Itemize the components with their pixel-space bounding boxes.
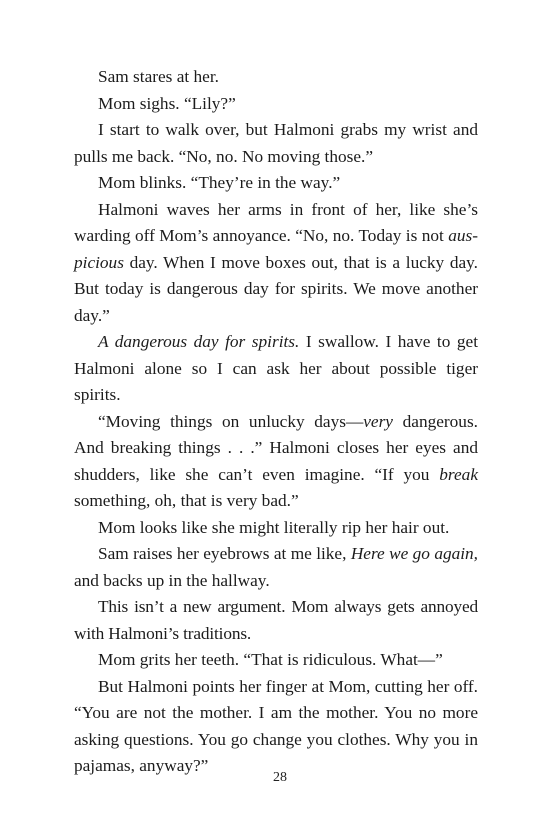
paragraph [74, 515, 478, 542]
italic-text-run: A dangerous day for spirits. [98, 332, 300, 351]
book-page-text [74, 64, 478, 780]
text-run: Mom sighs. “Lily?” [98, 93, 236, 113]
text-run: Sam raises her eyebrows at me like, [98, 544, 351, 563]
text-run: Mom looks like she might literally rip her hair out. [98, 517, 450, 537]
text-run: something, oh, that is very bad.” [74, 491, 299, 510]
paragraph [74, 170, 478, 197]
paragraph [74, 64, 478, 91]
text-run: Mom grits her teeth. “That is ridiculous. What—” [98, 650, 443, 669]
paragraph [74, 409, 478, 515]
text-run: I start to walk over, but Halmoni grabs my wrist and pulls me back. “No, no. No moving those.” [74, 120, 478, 166]
paragraph [74, 594, 478, 647]
italic-text-run: Here we go again, [350, 544, 479, 563]
paragraph [74, 197, 478, 330]
paragraph [74, 541, 478, 594]
italic-text-run: auspicious [74, 226, 478, 272]
paragraph [74, 91, 478, 118]
text-run: Mom blinks. “They’re in the way.” [98, 173, 341, 192]
paragraph [74, 117, 478, 170]
paragraph [74, 674, 478, 780]
paragraph [74, 647, 478, 674]
italic-text-run: very [363, 411, 393, 431]
text-run: Sam stares at her. [98, 67, 219, 86]
text-run: and backs up in the hallway. [74, 570, 270, 590]
page-number: 28 [273, 770, 287, 785]
text-run: day. When I move boxes out, that is a lucky day. But today is dangerous day for spirits. We move another day.” [74, 252, 478, 325]
italic-text-run: break [439, 464, 478, 484]
paragraph [74, 329, 478, 409]
text-run: But Halmoni points her finger at Mom, cutting her off. “You are not the mother. I am the mother. You no more asking questions. You go change you clothes. Why you in pajamas, anyway?” [74, 676, 478, 775]
text-run: “Moving things on unlucky days— [98, 411, 364, 431]
text-run: I swallow. I have to get Halmoni alone so I can ask her about possible tiger spirits. [74, 332, 478, 404]
text-run: Halmoni waves her arms in front of her, like she’s warding off Mom’s annoyance. “No, no. Today is not [74, 199, 478, 245]
text-run: dangerous. And breaking things . . .” Halmoni closes her eyes and shudders, like she can’t even imagine. “If you [74, 411, 478, 484]
text-run: This isn’t a new argument. Mom always gets annoyed with Halmoni’s traditions. [74, 597, 478, 643]
